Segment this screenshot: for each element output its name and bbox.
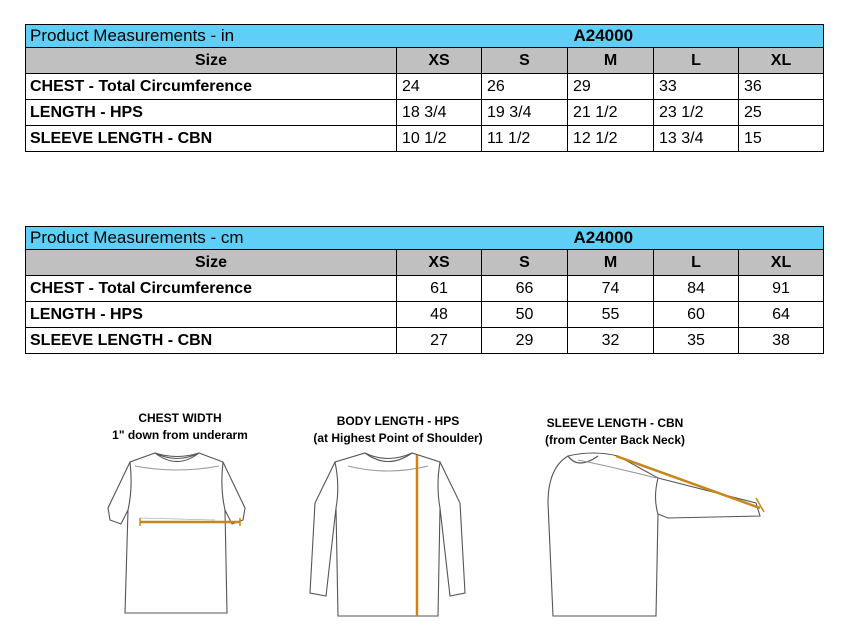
table-row xyxy=(26,328,824,354)
table-cell: 29 xyxy=(568,74,654,100)
table-cell: 48 xyxy=(397,302,482,328)
table-title: Product Measurements - cm xyxy=(26,227,397,250)
table-cell: 21 1/2 xyxy=(568,100,654,126)
table-cell: 11 1/2 xyxy=(482,126,568,152)
table-cell: 66 xyxy=(482,276,568,302)
size-s: S xyxy=(482,48,568,74)
size-header: Size xyxy=(26,250,397,276)
short-sleeve-shirt-illustration xyxy=(95,448,260,618)
row-label: LENGTH - HPS xyxy=(26,302,397,328)
table-cell: 84 xyxy=(654,276,739,302)
caption-title: CHEST WIDTH xyxy=(138,411,222,425)
size-l: L xyxy=(654,48,739,74)
caption-subtitle: (from Center Back Neck) xyxy=(544,433,686,447)
row-label: SLEEVE LENGTH - CBN xyxy=(26,328,397,354)
caption-subtitle: 1" down from underarm xyxy=(112,428,248,442)
table-cell: 91 xyxy=(739,276,824,302)
caption-title: SLEEVE LENGTH - CBN xyxy=(546,416,684,430)
row-label: CHEST - Total Circumference xyxy=(26,74,397,100)
size-xs: XS xyxy=(397,48,482,74)
table-row xyxy=(26,100,824,126)
table-title-row xyxy=(26,25,824,48)
size-header-row xyxy=(26,250,824,276)
table-cell: 13 3/4 xyxy=(654,126,739,152)
caption-title: BODY LENGTH - HPS xyxy=(336,414,460,428)
row-label: LENGTH - HPS xyxy=(26,100,397,126)
chest-width-caption xyxy=(100,410,260,444)
table-cell: 33 xyxy=(654,74,739,100)
table-cell: 23 1/2 xyxy=(654,100,739,126)
table-cell: 32 xyxy=(568,328,654,354)
table-title-row xyxy=(26,227,824,250)
size-header: Size xyxy=(26,48,397,74)
measurements-table-cm xyxy=(25,226,824,354)
product-code: A24000 xyxy=(397,227,824,250)
table-cell: 15 xyxy=(739,126,824,152)
size-xl: XL xyxy=(739,48,824,74)
table-row xyxy=(26,74,824,100)
size-s: S xyxy=(482,250,568,276)
size-xl: XL xyxy=(739,250,824,276)
table-row xyxy=(26,126,824,152)
sleeve-length-caption xyxy=(520,415,710,449)
table-cell: 38 xyxy=(739,328,824,354)
product-code: A24000 xyxy=(397,25,824,48)
row-label: CHEST - Total Circumference xyxy=(26,276,397,302)
table-cell: 25 xyxy=(739,100,824,126)
sleeve-length-shirt-illustration xyxy=(518,448,768,620)
size-xs: XS xyxy=(397,250,482,276)
table-row xyxy=(26,302,824,328)
row-label: SLEEVE LENGTH - CBN xyxy=(26,126,397,152)
table-cell: 26 xyxy=(482,74,568,100)
table-row xyxy=(26,276,824,302)
table-cell: 50 xyxy=(482,302,568,328)
table-cell: 27 xyxy=(397,328,482,354)
size-header-row xyxy=(26,48,824,74)
size-l: L xyxy=(654,250,739,276)
table-cell: 64 xyxy=(739,302,824,328)
table-cell: 35 xyxy=(654,328,739,354)
table-cell: 12 1/2 xyxy=(568,126,654,152)
body-length-shirt-illustration xyxy=(300,448,475,620)
table-cell: 10 1/2 xyxy=(397,126,482,152)
table-cell: 18 3/4 xyxy=(397,100,482,126)
size-m: M xyxy=(568,250,654,276)
table-cell: 55 xyxy=(568,302,654,328)
body-length-caption xyxy=(298,413,498,447)
table-cell: 61 xyxy=(397,276,482,302)
table-cell: 24 xyxy=(397,74,482,100)
size-m: M xyxy=(568,48,654,74)
table-cell: 74 xyxy=(568,276,654,302)
table-cell: 29 xyxy=(482,328,568,354)
table-title: Product Measurements - in xyxy=(26,25,397,48)
measurements-table-inches xyxy=(25,24,824,152)
table-cell: 19 3/4 xyxy=(482,100,568,126)
table-cell: 36 xyxy=(739,74,824,100)
table-cell: 60 xyxy=(654,302,739,328)
caption-subtitle: (at Highest Point of Shoulder) xyxy=(313,431,483,445)
